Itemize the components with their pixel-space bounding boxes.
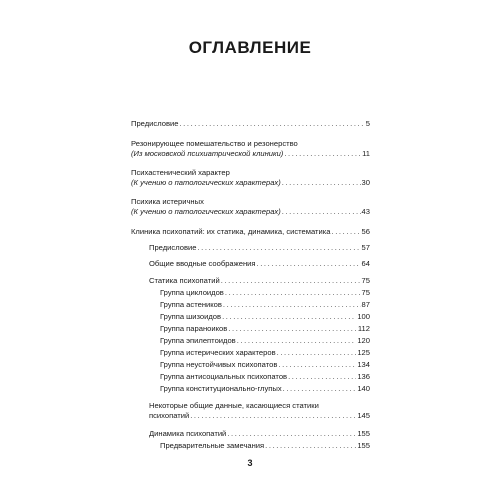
toc-entry-page: 134	[357, 360, 370, 369]
toc-entry-title-continued: психопатий	[149, 411, 190, 420]
toc-entry-unstable-psychopaths	[160, 360, 370, 370]
toc-entry-page: 87	[361, 300, 370, 309]
toc-entry-statics	[149, 276, 370, 286]
toc-entry-schizoids	[160, 312, 370, 322]
toc-entry-page: 43	[361, 207, 370, 216]
toc-entry-page: 75	[361, 288, 370, 297]
toc-entry-page: 125	[357, 348, 370, 357]
toc-entry-hysteric-psyche	[131, 197, 370, 217]
toc-line	[160, 288, 370, 298]
toc-entry-title: Предисловие	[149, 243, 197, 252]
toc-entry-subtitle: (К учению о патологических характерах)	[131, 207, 281, 216]
toc-entry-title: Группа циклоидов	[160, 288, 224, 297]
toc-entry-page: 11	[362, 149, 370, 158]
dot-leader	[277, 348, 357, 358]
toc-entry-page: 155	[357, 429, 370, 438]
page-number: 3	[247, 458, 253, 468]
dot-leader	[190, 411, 356, 421]
toc-line	[149, 411, 370, 421]
toc-entry-dynamics	[149, 429, 370, 439]
toc-entry-psychopathy-clinic	[131, 227, 370, 237]
toc-entry-title: Группа эпилептоидов	[160, 336, 236, 345]
toc-entry-asthenics	[160, 300, 370, 310]
toc-entry-title: Статика психопатий	[149, 276, 220, 285]
dot-leader	[197, 243, 360, 253]
toc-entry-page: 57	[361, 243, 370, 252]
page-title: ОГЛАВЛЕНИЕ	[188, 38, 312, 57]
toc-entry-page: 56	[361, 227, 370, 236]
toc-entry-antisocial-psychopaths	[160, 372, 370, 382]
toc-entry-title: Группа шизоидов	[160, 312, 222, 321]
toc-line	[160, 360, 370, 370]
dot-leader	[228, 324, 357, 334]
toc-entry-page: 136	[357, 372, 370, 381]
toc-entry-title: Группа истерических характеров	[160, 348, 276, 357]
toc-entry-constitutionally-stupid	[160, 384, 370, 394]
toc-entry-subtitle: (К учению о патологических характерах)	[131, 178, 281, 187]
dot-leader	[282, 207, 361, 217]
toc-line	[131, 149, 370, 159]
toc-line	[131, 227, 370, 237]
dot-leader	[223, 300, 361, 310]
toc-entry-title: Группа неустойчивых психопатов	[160, 360, 278, 369]
toc-entry-epileptoids	[160, 336, 370, 346]
toc-entry-page: 140	[357, 384, 370, 393]
toc-entry-general-intro	[149, 259, 370, 269]
toc-line	[160, 372, 370, 382]
toc-entry-preliminary-remarks	[160, 441, 370, 451]
toc-entry-page: 145	[357, 411, 370, 420]
toc-entry-psychasthenic-character	[131, 168, 370, 188]
toc-entry-title: Группа параноиков	[160, 324, 228, 333]
toc-line	[131, 119, 370, 129]
toc-entry-title: Предисловие	[131, 119, 179, 128]
toc-entry-preface	[131, 119, 370, 129]
toc-entry-title: Группа астеников	[160, 300, 222, 309]
dot-leader	[227, 429, 356, 439]
toc-line	[149, 259, 370, 269]
toc-entry-page: 5	[365, 119, 370, 128]
toc-entry-general-data	[149, 401, 370, 421]
toc-entry-page: 155	[357, 441, 370, 450]
toc-entry-title: Группа конституционально-глупых	[160, 384, 282, 393]
toc-entry-page: 64	[361, 259, 370, 268]
dot-leader	[265, 441, 356, 451]
toc-entry-page: 100	[357, 312, 370, 321]
toc-line	[160, 384, 370, 394]
toc-entry-preface-sub	[149, 243, 370, 253]
toc-entry-title: Клиника психопатий: их статика, динамика, систематика	[131, 227, 331, 236]
toc-entry-reasoning-insanity	[131, 139, 370, 159]
toc-line	[149, 276, 370, 286]
dot-leader	[179, 119, 364, 129]
dot-leader	[282, 178, 361, 188]
toc-entry-page: 112	[357, 324, 370, 333]
dot-leader	[221, 276, 361, 286]
toc-line	[160, 300, 370, 310]
toc-line	[160, 336, 370, 346]
toc-entry-cycloids	[160, 288, 370, 298]
toc-line	[149, 243, 370, 253]
toc-entry-subtitle: (Из московской психиатрической клиники)	[131, 149, 284, 158]
dot-leader	[257, 259, 361, 269]
dot-leader	[331, 227, 360, 237]
toc-entry-title: Общие вводные соображения	[149, 259, 256, 268]
toc-entry-title: Психика истеричных	[131, 197, 204, 206]
toc-entry-page: 30	[361, 178, 370, 187]
dot-leader	[222, 312, 356, 322]
toc-entry-title: Психастенический характер	[131, 168, 230, 177]
dot-leader	[225, 288, 361, 298]
toc-line	[131, 207, 370, 217]
toc-line	[149, 429, 370, 439]
toc-line	[160, 348, 370, 358]
toc-entry-title: Некоторые общие данные, касающиеся статики	[149, 401, 319, 410]
toc-entry-page: 75	[361, 276, 370, 285]
dot-leader	[283, 384, 357, 394]
toc-entry-title: Предварительные замечания	[160, 441, 265, 450]
toc-entry-title: Резонирующее помешательство и резонерство	[131, 139, 298, 148]
dot-leader	[237, 336, 357, 346]
toc-line	[160, 441, 370, 451]
toc-entry-title: Группа антисоциальных психопатов	[160, 372, 288, 381]
dot-leader	[278, 360, 356, 370]
toc-line	[160, 324, 370, 334]
toc-entry-title: Динамика психопатий	[149, 429, 227, 438]
toc-line	[160, 312, 370, 322]
toc-entry-page: 120	[357, 336, 370, 345]
toc-entry-paranoiacs	[160, 324, 370, 334]
dot-leader	[288, 372, 356, 382]
toc-entry-hysterical-characters	[160, 348, 370, 358]
dot-leader	[284, 149, 361, 159]
toc-line	[131, 178, 370, 188]
